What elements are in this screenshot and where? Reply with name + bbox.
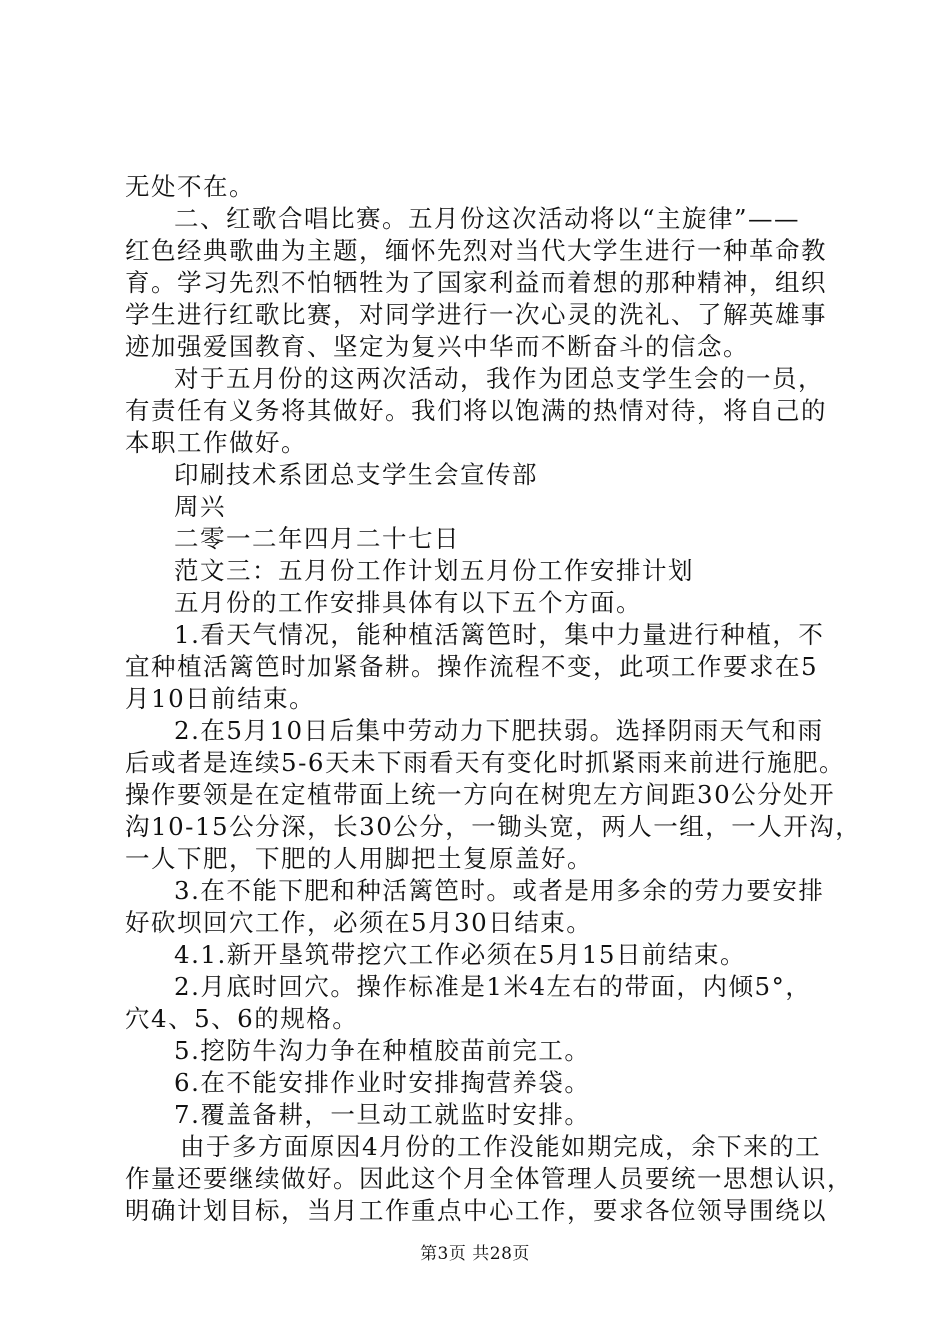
text-line: 有责任有义务将其做好。我们将以饱满的热情对待，将自己的 (125, 396, 827, 425)
list-item: 6.在不能安排作业时安排掏营养袋。 (174, 1068, 591, 1097)
text-line: 二、红歌合唱比赛。五月份这次活动将以“主旋律”—— (174, 204, 801, 233)
list-item: 1.看天气情况，能种植活篱笆时，集中力量进行种植，不 (174, 620, 825, 649)
text-line: 作量还要继续做好。因此这个月全体管理人员要统一思想认识， (125, 1164, 853, 1193)
list-item: 5.挖防牛沟力争在种植胶苗前完工。 (174, 1036, 591, 1065)
text-line: 月10日前结束。 (125, 684, 316, 713)
list-item: 2.月底时回穴。操作标准是1米4左右的带面，内倾5°， (174, 972, 812, 1001)
text-line: 迹加强爱国教育、坚定为复兴中华而不断奋斗的信念。 (125, 332, 749, 361)
text-line: 由于多方面原因4月份的工作没能如期完成，余下来的工 (180, 1132, 822, 1161)
signature-department: 印刷技术系团总支学生会宣传部 (174, 460, 538, 489)
list-item: 2.在5月10日后集中劳动力下肥扶弱。选择阴雨天气和雨 (174, 716, 824, 745)
text-line: 育。学习先烈不怕牺牲为了国家利益而着想的那种精神，组织 (125, 268, 827, 297)
text-line: 五月份的工作安排具体有以下五个方面。 (174, 588, 642, 617)
text-line: 本职工作做好。 (125, 428, 307, 457)
text-line: 穴4、5、6的规格。 (125, 1004, 359, 1033)
signature-date: 二零一二年四月二十七日 (174, 524, 460, 553)
text-line: 沟10-15公分深，长30公分，一锄头宽，两人一组，一人开沟， (125, 812, 862, 841)
text-line: 宜种植活篱笆时加紧备耕。操作流程不变，此项工作要求在5 (125, 652, 819, 681)
text-line: 好砍坝回穴工作，必须在5月30日结束。 (125, 908, 593, 937)
text-line: 一人下肥，下肥的人用脚把土复原盖好。 (125, 844, 593, 873)
text-line: 对于五月份的这两次活动，我作为团总支学生会的一员， (174, 364, 824, 393)
section-heading: 范文三：五月份工作计划五月份工作安排计划 (174, 556, 694, 585)
text-line: 明确计划目标，当月工作重点中心工作，要求各位领导围绕以 (125, 1196, 827, 1225)
list-item: 3.在不能下肥和种活篱笆时。或者是用多余的劳力要安排 (174, 876, 825, 905)
text-line: 学生进行红歌比赛，对同学进行一次心灵的洗礼、了解英雄事 (125, 300, 827, 329)
text-line: 红色经典歌曲为主题，缅怀先烈对当代大学生进行一种革命教 (125, 236, 827, 265)
signature-name: 周兴 (174, 492, 226, 521)
text-line: 无处不在。 (125, 172, 255, 201)
list-item: 4.1.新开垦筑带挖穴工作必须在5月15日前结束。 (174, 940, 747, 969)
text-line: 后或者是连续5-6天未下雨看天有变化时抓紧雨来前进行施肥。 (125, 748, 845, 777)
text-line: 操作要领是在定植带面上统一方向在树兜左方间距30公分处开 (125, 780, 836, 809)
list-item: 7.覆盖备耕，一旦动工就监时安排。 (174, 1100, 591, 1129)
page-footer: 第3页 共28页 (420, 1244, 530, 1264)
